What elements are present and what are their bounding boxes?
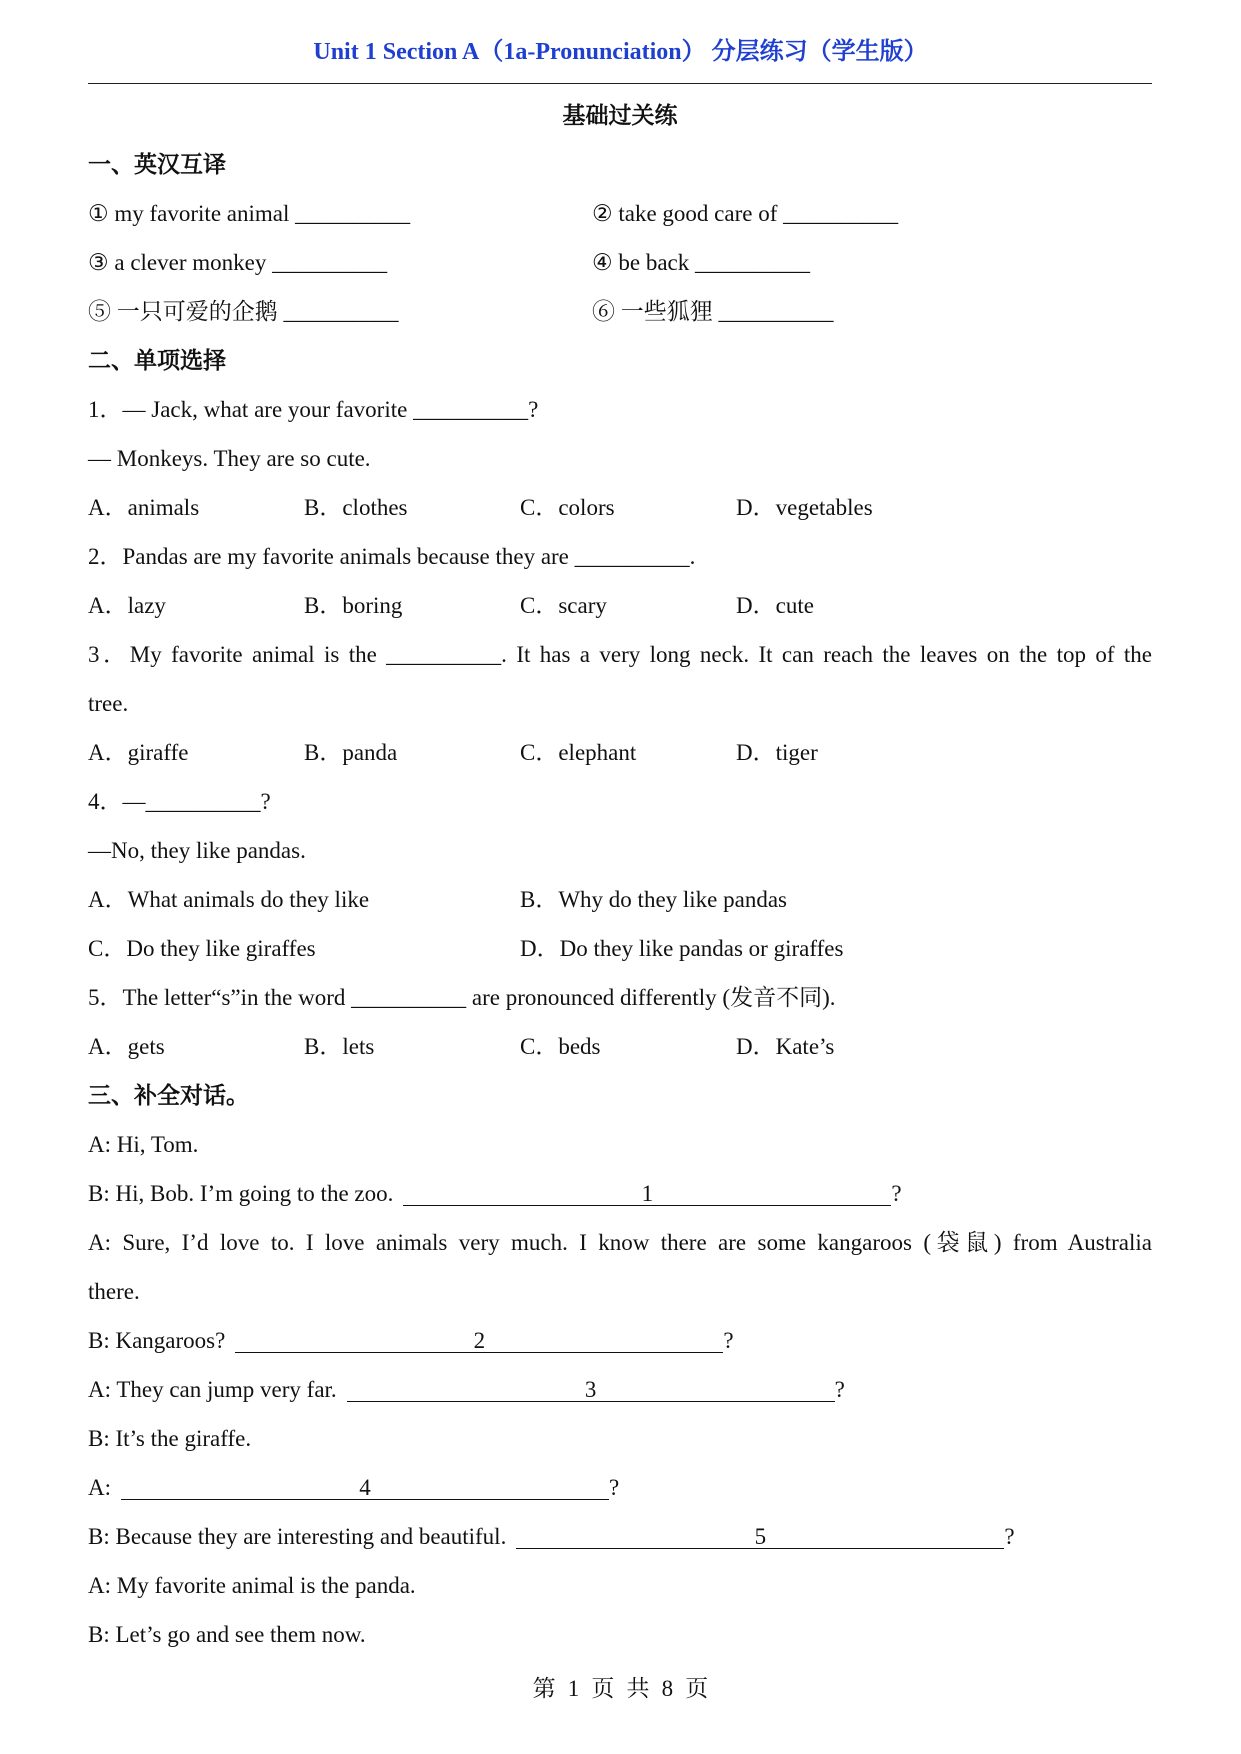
option-d: D．Do they like pandas or giraffes xyxy=(520,936,844,961)
part1-row-3 xyxy=(88,287,1152,336)
answer-blank-2[interactable]: 2 xyxy=(235,1328,723,1353)
dialogue-line-7 xyxy=(88,1463,1152,1512)
option-d: D．tiger xyxy=(736,740,818,765)
footer-gong: 共 xyxy=(626,1676,650,1701)
question-2-stem: 2．Pandas are my favorite animals because they are __________. xyxy=(88,544,696,569)
dialogue-text: A: xyxy=(88,1475,111,1500)
translation-item-2: ② take good care of __________ xyxy=(592,201,899,226)
question-4-stem: 4．—__________? xyxy=(88,789,271,814)
question-1-stem: 1．— Jack, what are your favorite __________? xyxy=(88,397,539,422)
question-4-options-row1 xyxy=(88,875,1152,924)
part1-row-2 xyxy=(88,238,1152,287)
dialogue-line-3b: there. xyxy=(88,1279,140,1304)
dialogue-line-9: A: My favorite animal is the panda. xyxy=(88,1573,416,1598)
question-mark: ? xyxy=(891,1181,902,1206)
translation-item-1: ① my favorite animal __________ xyxy=(88,201,411,226)
option-b: B．panda xyxy=(304,740,398,765)
option-b: B．boring xyxy=(304,593,403,618)
part2-heading: 二、单项选择 xyxy=(88,348,226,373)
dialogue-line-2 xyxy=(88,1169,1152,1218)
section-title: 基础过关练 xyxy=(562,103,678,128)
option-c: C．scary xyxy=(520,593,607,618)
total-pages: 8 xyxy=(661,1676,674,1701)
dialogue-line-8 xyxy=(88,1512,1152,1561)
answer-blank-5[interactable]: 5 xyxy=(516,1524,1004,1549)
dialogue-line-1: A: Hi, Tom. xyxy=(88,1132,199,1157)
dialogue-line-3a: A: Sure, I’d love to. I love animals very much. I know there are some kangaroos (袋鼠) from Australia xyxy=(88,1230,1152,1255)
question-4-reply: —No, they like pandas. xyxy=(88,838,306,863)
option-a: A．animals xyxy=(88,495,200,520)
part3-heading: 三、补全对话。 xyxy=(88,1083,249,1108)
dialogue-text: B: Hi, Bob. I’m going to the zoo. xyxy=(88,1181,394,1206)
dialogue-text: A: They can jump very far. xyxy=(88,1377,337,1402)
option-c: C．beds xyxy=(520,1034,601,1059)
question-5-options xyxy=(88,1022,1152,1071)
translation-item-4: ④ be back __________ xyxy=(592,250,810,275)
dialogue-text: B: Because they are interesting and beautiful. xyxy=(88,1524,507,1549)
option-a: A．lazy xyxy=(88,593,166,618)
question-2-options xyxy=(88,581,1152,630)
footer-ye2: 页 xyxy=(685,1676,709,1701)
translation-item-5: ⑤ 一只可爱的企鹅 __________ xyxy=(88,299,399,324)
question-mark: ? xyxy=(1004,1524,1015,1549)
part1-heading: 一、英汉互译 xyxy=(88,152,226,177)
question-3-stem-line2: tree. xyxy=(88,691,129,716)
option-a: A．giraffe xyxy=(88,740,189,765)
question-mark: ? xyxy=(609,1475,620,1500)
document-body xyxy=(88,91,1152,1659)
dialogue-line-4 xyxy=(88,1316,1152,1365)
option-b: B．Why do they like pandas xyxy=(520,887,788,912)
page-footer xyxy=(0,1670,1241,1703)
dialogue-line-5 xyxy=(88,1365,1152,1414)
dialogue-text: B: Kangaroos? xyxy=(88,1328,226,1353)
dialogue-line-6: B: It’s the giraffe. xyxy=(88,1426,252,1451)
option-c: C．Do they like giraffes xyxy=(88,936,316,961)
footer-di: 第 xyxy=(532,1676,556,1701)
translation-item-6: ⑥ 一些狐狸 __________ xyxy=(592,299,834,324)
option-d: D．vegetables xyxy=(736,495,873,520)
translation-item-3: ③ a clever monkey __________ xyxy=(88,250,388,275)
question-1-options xyxy=(88,483,1152,532)
option-a: A．What animals do they like xyxy=(88,887,370,912)
option-c: C．colors xyxy=(520,495,615,520)
answer-blank-1[interactable]: 1 xyxy=(403,1181,891,1206)
question-3-options xyxy=(88,728,1152,777)
footer-ye: 页 xyxy=(591,1676,615,1701)
option-b: B．lets xyxy=(304,1034,375,1059)
option-d: D．cute xyxy=(736,593,814,618)
question-4-options-row2 xyxy=(88,924,1152,973)
dialogue-line-10: B: Let’s go and see them now. xyxy=(88,1622,366,1647)
question-mark: ? xyxy=(723,1328,734,1353)
answer-blank-3[interactable]: 3 xyxy=(347,1377,835,1402)
part1-row-1 xyxy=(88,189,1152,238)
question-1-reply: — Monkeys. They are so cute. xyxy=(88,446,371,471)
question-mark: ? xyxy=(834,1377,845,1402)
document-header: Unit 1 Section A（1a-Pronunciation） 分层练习（学生版） xyxy=(313,39,928,65)
option-b: B．clothes xyxy=(304,495,408,520)
option-a: A．gets xyxy=(88,1034,165,1059)
option-d: D．Kate’s xyxy=(736,1034,835,1059)
option-c: C．elephant xyxy=(520,740,637,765)
question-5-stem: 5．The letter“s”in the word __________ are pronounced differently (发音不同). xyxy=(88,985,836,1010)
question-3-stem-line1: 3．My favorite animal is the __________. It has a very long neck. It can reach the leaves on the top of the xyxy=(88,642,1152,667)
header-divider xyxy=(88,83,1152,84)
answer-blank-4[interactable]: 4 xyxy=(121,1475,609,1500)
page-number: 1 xyxy=(567,1676,580,1701)
